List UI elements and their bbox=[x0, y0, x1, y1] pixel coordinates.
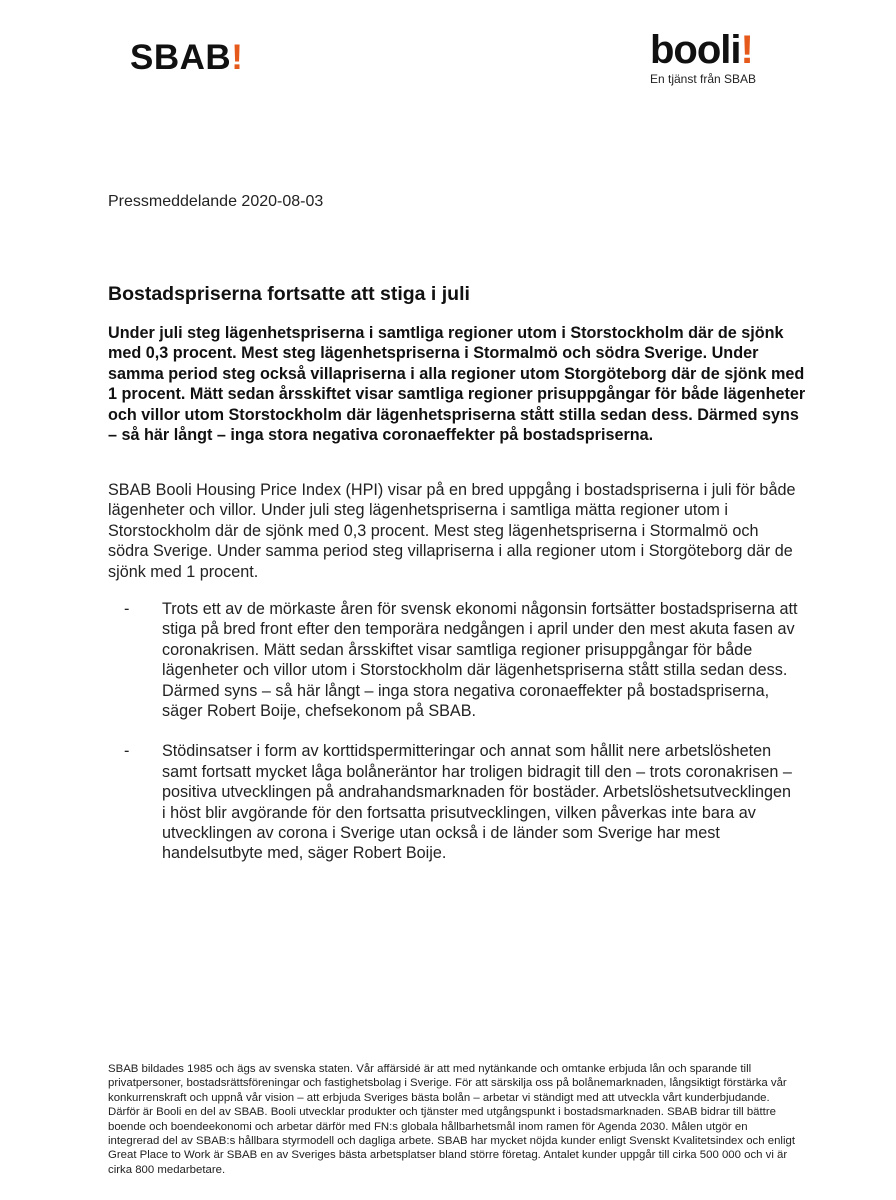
booli-tagline: En tjänst från SBAB bbox=[650, 72, 757, 86]
booli-logo-text: booli bbox=[650, 28, 741, 72]
booli-logo-mark: ! bbox=[740, 28, 753, 72]
sbab-logo-mark: ! bbox=[231, 38, 244, 77]
booli-logo bbox=[650, 30, 790, 86]
sbab-logo-text: SBAB bbox=[130, 38, 232, 77]
quote-text: Trots ett av de mörkaste åren för svensk ekonomi någonsin fortsätter bostadspriserna att stiga på bred front efter den temporära nedgången i april under den mest akuta fasen av coronakrisen. Mätt sedan årsskiftet visar samtliga regioner prisuppgångar för både lägenheter och villor utom i Storstockholm där lägenhetspriserna stått stilla sedan dess. Därmed syns – så här långt – inga stora negativa coronaeffekter på bostadspriserna, säger Robert Boije, chefsekonom på SBAB. bbox=[162, 600, 798, 721]
quote-list bbox=[108, 599, 798, 864]
quote-text: Stödinsatser i form av korttidspermitteringar och annat som hållit nere arbetslösheten samt fortsatt mycket låga bolåneräntor har troligen bidragit till den – trots coronakrisen – positiva utvecklingen på andrahandsmarknaden för bostäder. Arbetslöshetsutvecklingen i höst blir avgörande för den fortsatta prisutvecklingen, vilken påverkas inte bara av utvecklingen av corona i Sverige utan också i de länder som Sverige har mest handelsutbyte med, säger Robert Boije. bbox=[162, 742, 792, 863]
company-footer: SBAB bildades 1985 och ägs av svenska staten. Vår affärsidé är att med nytänkande och omtanke erbjuda lån och sparande till privatpersoner, bostadsrättsföreningar och fastighetsbolag i Sverige. För att särskilja oss på bolånemarknaden, långsiktigt förstärka vår konkurrenskraft och uppnå vår vision – att erbjuda Sveriges bästa bolån – arbetar vi ständigt med att utveckla vårt kunderbjudande. Därför är Booli en del av SBAB. Booli utvecklar produkter och tjänster med utgångspunkt i bostadsmarknaden. SBAB bidrar till bättre boende och boendeekonomi och arbetar därför med FN:s globala hållbarhetsmål inom ramen för Agenda 2030. Målen utgör en integrerad del av SBAB:s hållbara styrmodell och dagliga arbete. SBAB har mycket nöjda kunder enligt Svenskt Kvalitetsindex och enligt Great Place to Work är SBAB en av Sveriges bästa arbetsplatser bland större företag. Antalet kunder uppgår till cirka 500 000 och vi är cirka 800 medarbetare. bbox=[108, 1063, 795, 1176]
bullet-dash: - bbox=[124, 742, 130, 761]
page-title: Bostadspriserna fortsatte att stiga i juli bbox=[108, 283, 470, 305]
press-release-date: Pressmeddelande 2020-08-03 bbox=[108, 193, 324, 210]
quote-item bbox=[108, 741, 798, 863]
quote-item bbox=[108, 599, 798, 721]
body-paragraph: SBAB Booli Housing Price Index (HPI) visar på en bred uppgång i bostadspriserna i juli för både lägenheter och villor. Under juli steg lägenhetspriserna i samtliga mätta regioner utom i Storstockholm där de sjönk med 0,3 procent. Mest steg lägenhetspriserna i Stormalmö och södra Sverige. Under samma period steg villapriserna i alla regioner utom i Storgöteborg där de sjönk med 1 procent. bbox=[108, 481, 796, 581]
sbab-logo bbox=[130, 38, 243, 78]
bullet-dash: - bbox=[124, 600, 130, 618]
ingress-paragraph: Under juli steg lägenhetspriserna i samtliga regioner utom i Storstockholm där de sjönk med 0,3 procent. Mest steg lägenhetspriserna i Stormalmö och södra Sverige. Under samma period steg också villapriserna i alla regioner utom Storgöteborg där de sjönk med 1 procent. Mätt sedan årsskiftet visar samtliga regioner prisuppgångar för både lägenheter och villor utom Storstockholm där lägenhetspriserna stått stilla sedan dess. Därmed syns – så här långt – inga stora negativa coronaeffekter på bostadspriserna. bbox=[108, 324, 806, 445]
